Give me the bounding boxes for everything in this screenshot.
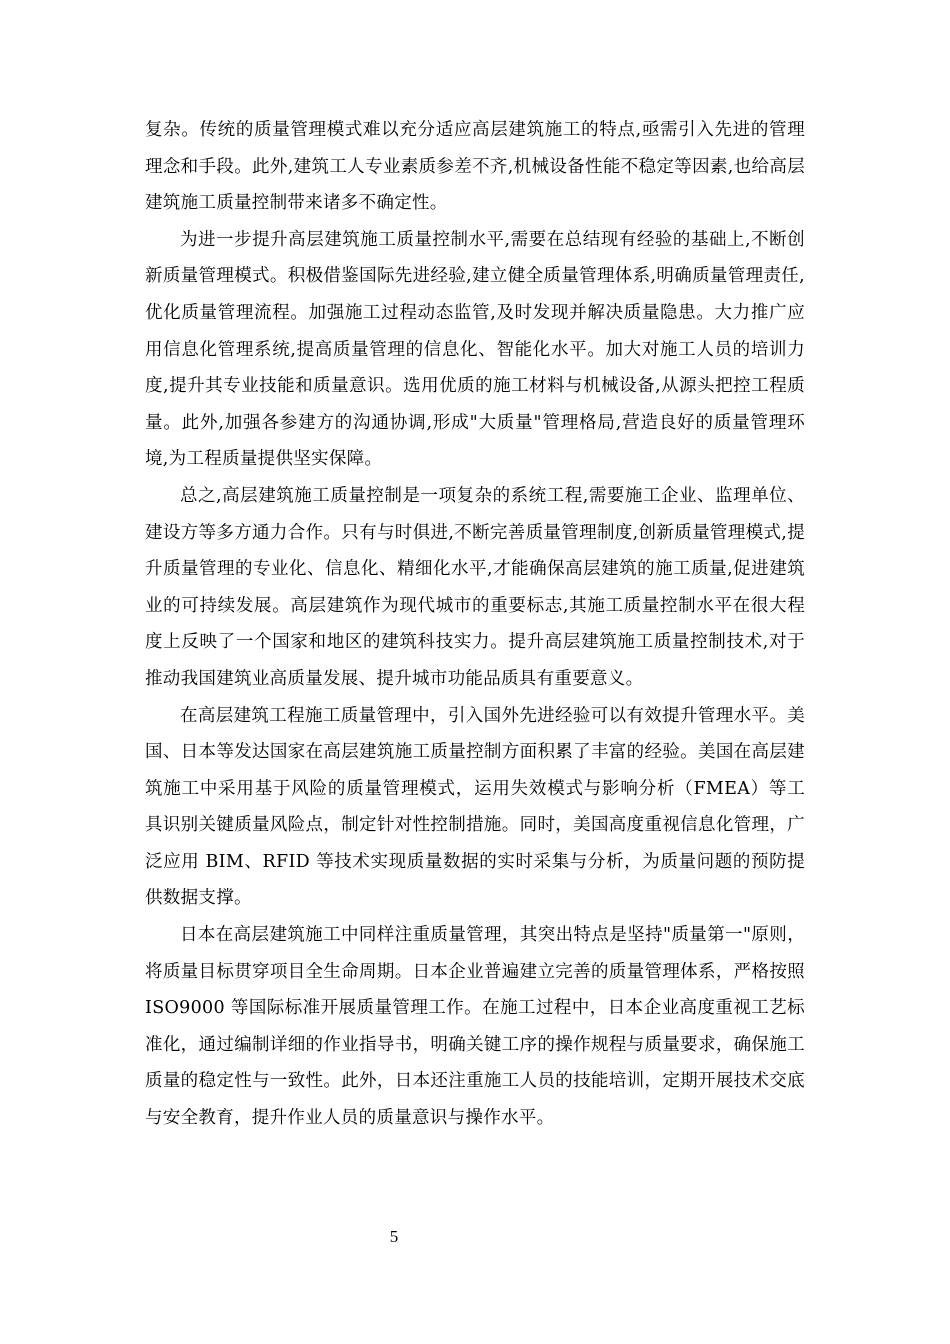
paragraph-4: 在高层建筑工程施工质量管理中，引入国外先进经验可以有效提升管理水平。美国、日本等发达国家在高层建筑施工质量控制方面积累了丰富的经验。美国在高层建筑施工中采用基于风险的质量管理模式，运用失效模式与影响分析（FMEA）等工具识别关键质量风险点，制定针对性控制措施。同时，美国高度重视信息化管理，广泛应用 BIM、RFID 等技术实现质量数据的实时采集与分析，为质量问题的预防提供数据支撑。 [145,705,805,909]
paragraph-5: 日本在高层建筑施工中同样注重质量管理，其突出特点是坚持"质量第一"原则，将质量目标贯穿项目全生命周期。日本企业普遍建立完善的质量管理体系，严格按照 ISO9000 等国际标准开展质量管理工作。在施工过程中，日本企业高度重视工艺标准化，通过编制详细的作业指导书，明确关键工序的操作规程与质量要求，确保施工质量的稳定性与一致性。此外，日本还注重施工人员的技能培训，定期开展技术交底与安全教育，提升作业人员的质量意识与操作水平。 [145,925,805,1129]
paragraph-2: 为进一步提升高层建筑施工质量控制水平,需要在总结现有经验的基础上,不断创新质量管理模式。积极借鉴国际先进经验,建立健全质量管理体系,明确质量管理责任,优化质量管理流程。加强施工过程动态监管,及时发现并解决质量隐患。大力推广应用信息化管理系统,提高质量管理的信息化、智能化水平。加大对施工人员的培训力度,提升其专业技能和质量意识。选用优质的施工材料与机械设备,从源头把控工程质量。此外,加强各参建方的沟通协调,形成"大质量"管理格局,营造良好的质量管理环境,为工程质量提供坚实保障。 [145,229,805,470]
page-number: 5 [389,1227,399,1246]
paragraph-1: 复杂。传统的质量管理模式难以充分适应高层建筑施工的特点,亟需引入先进的管理理念和手段。此外,建筑工人专业素质参差不齐,机械设备性能不稳定等因素,也给高层建筑施工质量控制带来诸多不确定性。 [145,120,805,214]
body-text [145,112,805,1137]
paragraph-3: 总之,高层建筑施工质量控制是一项复杂的系统工程,需要施工企业、监理单位、建设方等多方通力合作。只有与时俱进,不断完善质量管理制度,创新质量管理模式,提升质量管理的专业化、信息化、精细化水平,才能确保高层建筑的施工质量,促进建筑业的可持续发展。高层建筑作为现代城市的重要标志,其施工质量控制水平在很大程度上反映了一个国家和地区的建筑科技实力。提升高层建筑施工质量控制技术,对于推动我国建筑业高质量发展、提升城市功能品质具有重要意义。 [145,485,805,689]
